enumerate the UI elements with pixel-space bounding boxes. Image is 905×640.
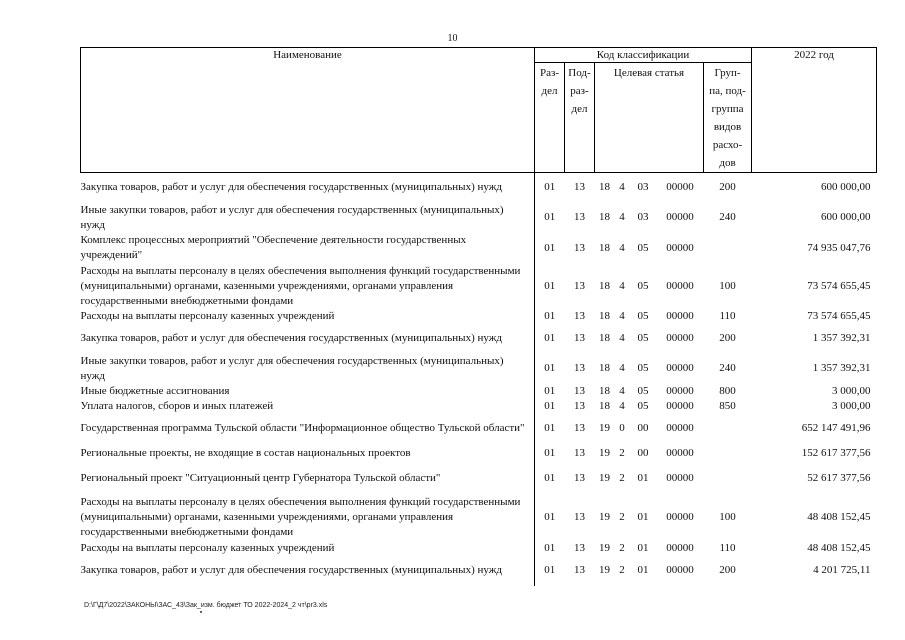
row-amount: 3 000,00 [832, 384, 871, 397]
header-code-group: Код классификации [535, 48, 752, 63]
row-target-sub: 05 [637, 384, 649, 397]
header-podrazdel-line: дел [571, 103, 588, 115]
row-name: Государственная программа Тульской области "Информационное общество Тульской области" [81, 414, 535, 444]
row-target-direction: 00000 [666, 241, 694, 254]
budget-table [80, 47, 877, 586]
row-target-program: 19 [599, 472, 610, 484]
row-target-program: 18 [599, 384, 610, 397]
row-razdel: 01 [544, 472, 556, 484]
row-target-type: 4 [619, 241, 625, 254]
row-expense-type: 200 [719, 564, 736, 576]
row-target-sub: 03 [637, 181, 649, 194]
header-razdel-line: Раз- [539, 67, 559, 79]
row-podrazdel: 13 [574, 279, 585, 292]
row-target-program: 18 [599, 241, 610, 254]
row-amount: 3 000,00 [832, 399, 871, 412]
row-amount: 52 617 377,56 [807, 472, 871, 484]
row-target-sub: 05 [637, 241, 649, 254]
row-amount: 73 574 655,45 [807, 279, 871, 292]
footer-dot [200, 611, 202, 613]
table-row [81, 556, 877, 586]
row-razdel: 01 [544, 211, 556, 223]
row-target-sub: 05 [637, 279, 649, 292]
row-expense-type: 200 [719, 181, 736, 194]
row-target-type: 4 [619, 279, 625, 292]
row-podrazdel: 13 [574, 510, 585, 523]
row-target-program: 18 [599, 362, 610, 374]
row-expense-type: 110 [719, 541, 736, 554]
header-podrazdel-line: раз- [570, 85, 589, 97]
header-vid-line: дов [719, 157, 736, 169]
row-amount: 600 000,00 [821, 181, 871, 194]
row-name: Региональные проекты, не входящие в состав национальных проектов [81, 444, 535, 464]
table-row [81, 233, 877, 264]
row-podrazdel: 13 [574, 564, 585, 576]
header-razdel [535, 63, 565, 173]
row-target-program: 19 [599, 447, 610, 459]
row-razdel: 01 [544, 422, 556, 434]
row-target-program: 18 [599, 399, 610, 412]
row-podrazdel: 13 [574, 332, 585, 344]
row-target-program: 18 [599, 211, 610, 223]
table-row [81, 444, 877, 464]
row-target-type: 4 [619, 384, 625, 397]
row-target-direction: 00000 [666, 399, 694, 412]
row-expense-type: 800 [719, 384, 736, 397]
row-target-sub: 01 [637, 564, 649, 576]
row-target-direction: 00000 [666, 541, 694, 554]
row-target-direction: 00000 [666, 332, 694, 344]
footer-file-path: D:\Г\Д7\2022\ЗАКОНЫ\ЗАС_43\Зак_изм. бюджет ТО 2022-2024_2 чт\pr3.xls [84, 602, 328, 609]
row-amount: 600 000,00 [821, 211, 871, 223]
row-target-sub: 01 [637, 510, 649, 523]
row-target-direction: 00000 [666, 384, 694, 397]
row-amount: 73 574 655,45 [807, 309, 871, 322]
row-target-sub: 03 [637, 211, 649, 223]
row-target-type: 4 [619, 399, 625, 412]
row-amount: 48 408 152,45 [807, 510, 871, 523]
row-razdel: 01 [544, 541, 556, 554]
table-row [81, 384, 877, 399]
row-name: Иные закупки товаров, работ и услуг для обеспечения государственных (муниципальных) нужд [81, 354, 535, 384]
row-name: Расходы на выплаты персоналу казенных учреждений [81, 541, 535, 556]
table-row [81, 203, 877, 233]
row-target-type: 2 [619, 472, 625, 484]
row-target-program: 19 [599, 422, 610, 434]
row-name: Закупка товаров, работ и услуг для обеспечения государственных (муниципальных) нужд [81, 173, 535, 203]
table-body [81, 173, 877, 586]
row-amount: 1 357 392,31 [812, 362, 871, 374]
row-name: Иные бюджетные ассигнования [81, 384, 535, 399]
row-podrazdel: 13 [574, 241, 585, 254]
header-vid-line: видов [713, 121, 742, 133]
header-podrazdel [565, 63, 595, 173]
header-target: Целевая статья [595, 63, 704, 173]
row-name: Расходы на выплаты персоналу в целях обеспечения выполнения функций государственными (муниципальными) органами, казенными учреждениями, органами управления государственными внебюджетными фондами [81, 264, 535, 309]
row-target-type: 2 [619, 564, 625, 576]
row-target-program: 19 [599, 510, 610, 523]
row-target-sub: 00 [637, 422, 649, 434]
table-header [81, 48, 877, 173]
row-target-direction: 00000 [666, 422, 694, 434]
row-podrazdel: 13 [574, 309, 585, 322]
row-podrazdel: 13 [574, 447, 585, 459]
row-razdel: 01 [544, 181, 556, 194]
row-razdel: 01 [544, 309, 556, 322]
row-target-sub: 00 [637, 447, 649, 459]
row-name: Расходы на выплаты персоналу в целях обеспечения выполнения функций государственными (муниципальными) органами, казенными учреждениями, органами управления государственными внебюджетными фондами [81, 494, 535, 541]
row-target-type: 2 [619, 541, 625, 554]
row-expense-type [704, 444, 752, 464]
row-target-direction: 00000 [666, 211, 694, 223]
row-expense-type: 240 [719, 211, 736, 223]
row-target-direction: 00000 [666, 362, 694, 374]
row-amount: 1 357 392,31 [812, 332, 871, 344]
row-target-sub: 05 [637, 362, 649, 374]
row-podrazdel: 13 [574, 384, 585, 397]
row-name: Уплата налогов, сборов и иных платежей [81, 399, 535, 414]
row-podrazdel: 13 [574, 362, 585, 374]
row-target-sub: 01 [637, 472, 649, 484]
header-vid [704, 63, 752, 173]
row-expense-type: 200 [719, 332, 736, 344]
row-podrazdel: 13 [574, 181, 585, 194]
row-target-direction: 00000 [666, 447, 694, 459]
row-target-direction: 00000 [666, 181, 694, 194]
row-amount: 74 935 047,76 [807, 241, 871, 254]
row-podrazdel: 13 [574, 472, 585, 484]
row-target-direction: 00000 [666, 472, 694, 484]
row-podrazdel: 13 [574, 399, 585, 412]
table-row [81, 264, 877, 309]
row-target-program: 19 [599, 541, 610, 554]
row-razdel: 01 [544, 279, 556, 292]
row-expense-type [704, 464, 752, 494]
header-vid-line: группа [711, 103, 744, 115]
row-target-program: 18 [599, 279, 610, 292]
page-number: 10 [447, 33, 458, 44]
table-row [81, 354, 877, 384]
row-target-type: 4 [619, 332, 625, 344]
table-row [81, 399, 877, 414]
row-target-direction: 00000 [666, 279, 694, 292]
row-amount: 652 147 491,96 [801, 422, 871, 434]
row-razdel: 01 [544, 399, 556, 412]
row-amount: 4 201 725,11 [813, 564, 871, 576]
table-row [81, 464, 877, 494]
row-name: Закупка товаров, работ и услуг для обеспечения государственных (муниципальных) нужд [81, 324, 535, 354]
row-razdel: 01 [544, 447, 556, 459]
header-razdel-line: дел [541, 85, 558, 97]
row-target-type: 0 [619, 422, 625, 434]
table-row [81, 494, 877, 541]
row-expense-type: 110 [719, 309, 736, 322]
row-razdel: 01 [544, 564, 556, 576]
row-expense-type: 240 [719, 362, 736, 374]
row-podrazdel: 13 [574, 211, 585, 223]
row-target-type: 4 [619, 309, 625, 322]
row-razdel: 01 [544, 332, 556, 344]
header-year: 2022 год [752, 48, 877, 173]
table-row [81, 324, 877, 354]
row-amount: 152 617 377,56 [801, 447, 871, 459]
row-target-sub: 05 [637, 309, 649, 322]
table-row [81, 173, 877, 203]
row-target-direction: 00000 [666, 510, 694, 523]
row-target-type: 4 [619, 362, 625, 374]
header-name: Наименование [81, 48, 535, 173]
row-name: Комплекс процессных мероприятий "Обеспечение деятельности государственных учреждений" [81, 233, 535, 264]
row-name: Иные закупки товаров, работ и услуг для обеспечения государственных (муниципальных) нужд [81, 203, 535, 233]
row-expense-type [704, 233, 752, 264]
row-target-sub: 01 [637, 541, 649, 554]
row-expense-type: 100 [719, 279, 736, 292]
row-razdel: 01 [544, 241, 556, 254]
header-vid-line: Груп- [714, 67, 741, 79]
row-name: Закупка товаров, работ и услуг для обеспечения государственных (муниципальных) нужд [81, 556, 535, 586]
row-amount: 48 408 152,45 [807, 541, 871, 554]
table-row [81, 414, 877, 444]
row-podrazdel: 13 [574, 541, 585, 554]
row-target-sub: 05 [637, 399, 649, 412]
table-row [81, 309, 877, 324]
row-podrazdel: 13 [574, 422, 585, 434]
row-name: Региональный проект "Ситуационный центр Губернатора Тульской области" [81, 464, 535, 494]
row-target-program: 18 [599, 332, 610, 344]
header-vid-line: па, под- [709, 85, 746, 97]
table-row [81, 541, 877, 556]
row-target-type: 2 [619, 447, 625, 459]
row-target-sub: 05 [637, 332, 649, 344]
header-podrazdel-line: Под- [568, 67, 591, 79]
row-name: Расходы на выплаты персоналу казенных учреждений [81, 309, 535, 324]
row-target-program: 18 [599, 309, 610, 322]
row-target-type: 4 [619, 181, 625, 194]
row-razdel: 01 [544, 362, 556, 374]
row-razdel: 01 [544, 510, 556, 523]
row-target-direction: 00000 [666, 564, 694, 576]
header-vid-line: расхо- [712, 139, 743, 151]
row-expense-type: 850 [719, 399, 736, 412]
row-target-direction: 00000 [666, 309, 694, 322]
row-target-type: 4 [619, 211, 625, 223]
row-razdel: 01 [544, 384, 556, 397]
row-target-type: 2 [619, 510, 625, 523]
row-expense-type [704, 414, 752, 444]
row-target-program: 19 [599, 564, 610, 576]
row-expense-type: 100 [719, 510, 736, 523]
row-target-program: 18 [599, 181, 610, 194]
